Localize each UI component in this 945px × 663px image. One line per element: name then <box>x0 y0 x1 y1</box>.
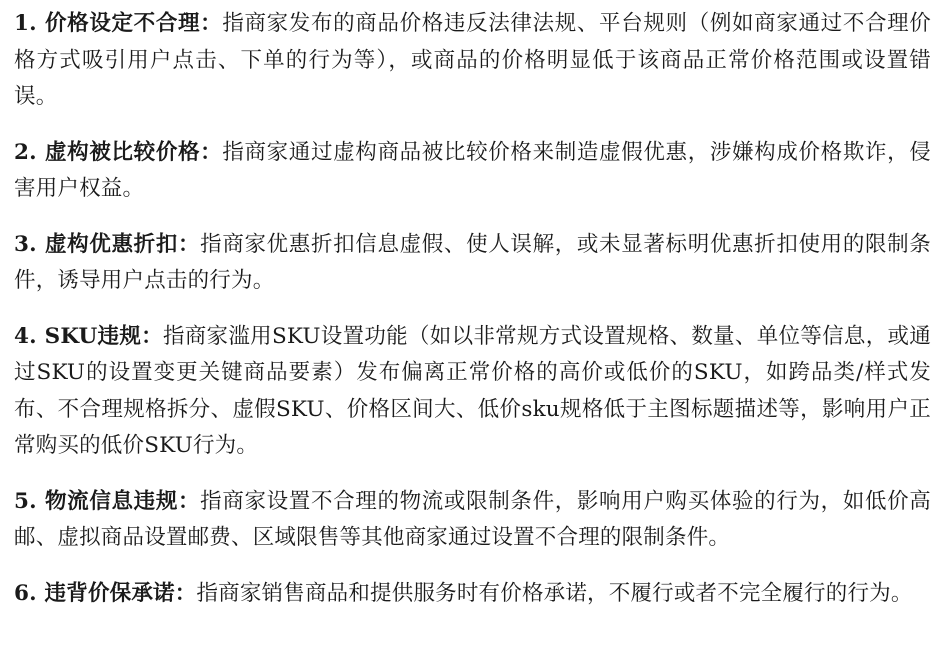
rule-number: 3. <box>14 231 37 257</box>
rule-item-1 <box>14 6 931 116</box>
rule-item-6 <box>14 576 931 613</box>
rule-title: 虚构优惠折扣： <box>45 231 201 257</box>
rule-description: 指商家滥用SKU设置功能（如以非常规方式设置规格、数量、单位等信息，或通过SKU的设置变更关键商品要素）发布偏离正常价格的高价或低价的SKU，如跨品类/样式发布、不合理规格拆分、虚假SKU、价格区间大、低价sku规格低于主图标题描述等，影响用户正常购买的低价SKU行为。 <box>14 323 932 458</box>
rule-description: 指商家销售商品和提供服务时有价格承诺，不履行或者不完全履行的行为。 <box>196 580 913 606</box>
rule-description: 指商家优惠折扣信息虚假、使人误解，或未显著标明优惠折扣使用的限制条件，诱导用户点击的行为。 <box>14 231 932 293</box>
rule-item-3 <box>14 227 931 300</box>
rule-number: 1. <box>14 11 37 36</box>
rule-item-5 <box>14 484 931 557</box>
rule-number: 2. <box>14 139 37 165</box>
rule-item-2 <box>14 135 931 208</box>
rule-number: 6. <box>14 580 37 606</box>
rule-heading <box>14 324 163 349</box>
rule-description: 指商家设置不合理的物流或限制条件，影响用户购买体验的行为，如低价高邮、虚拟商品设置邮费、区域限售等其他商家通过设置不合理的限制条件。 <box>14 488 932 550</box>
rule-description: 指商家通过虚构商品被比较价格来制造虚假优惠，涉嫌构成价格欺诈，侵害用户权益。 <box>14 139 932 201</box>
rule-title: 违背价保承诺： <box>44 580 197 606</box>
rule-heading <box>14 232 200 257</box>
rule-number: 4. <box>14 323 37 349</box>
rule-number: 5. <box>14 488 37 514</box>
rule-item-4 <box>14 319 931 465</box>
rule-heading <box>14 581 196 606</box>
rule-title: SKU违规： <box>44 323 163 349</box>
rule-title: 物流信息违规： <box>45 488 201 514</box>
rule-title: 虚构被比较价格： <box>45 139 223 165</box>
rule-heading <box>14 11 222 36</box>
rule-title: 价格设定不合理： <box>45 11 223 36</box>
rule-heading <box>14 489 200 514</box>
rule-heading <box>14 140 222 165</box>
rule-description: 指商家发布的商品价格违反法律法规、平台规则（例如商家通过不合理价格方式吸引用户点击、下单的行为等），或商品的价格明显低于该商品正常价格范围或设置错误。 <box>14 11 932 109</box>
